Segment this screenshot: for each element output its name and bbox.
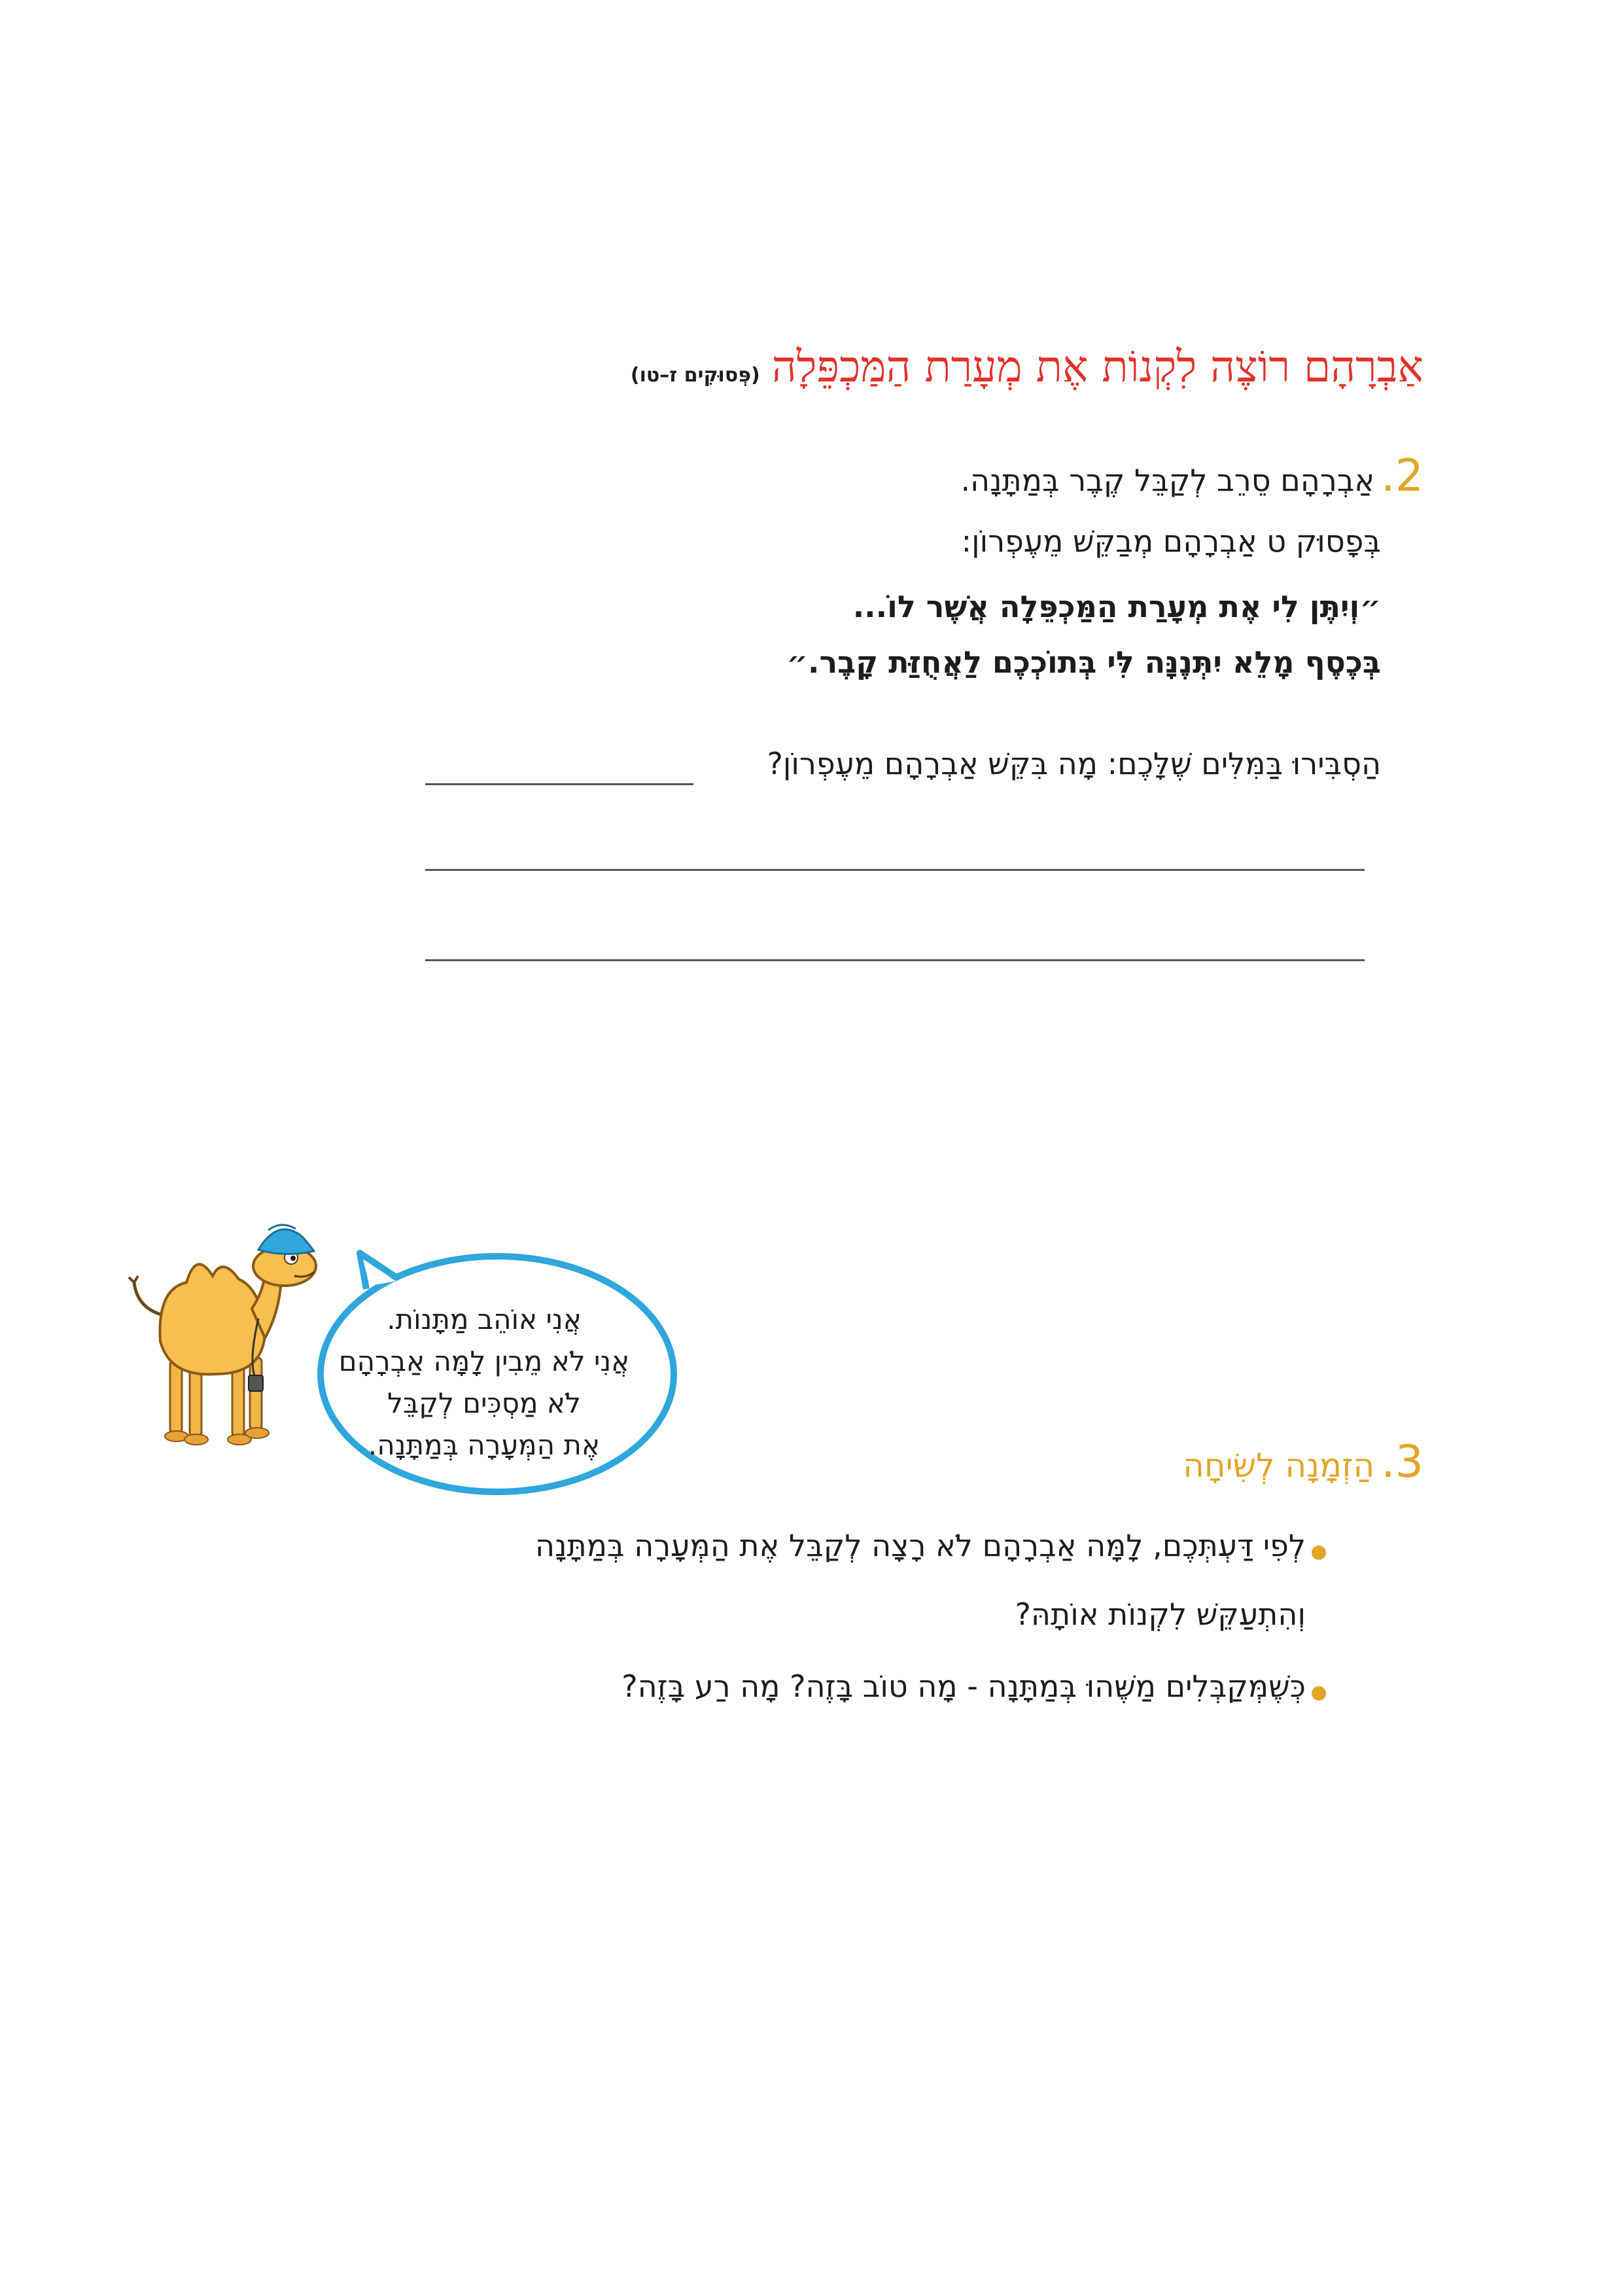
question-2-number: 2.: [1381, 450, 1423, 502]
question-2-heading: אַבְרָהָם סֵרֵב לְקַבֵּל קֶבֶר בְּמַתָּנָה.: [960, 463, 1375, 498]
answer-line-2[interactable]: [425, 869, 1365, 871]
answer-line-1[interactable]: [425, 783, 693, 785]
question-3-heading-row: [1183, 1436, 1423, 1495]
speech-line-4: אֶת הַמְּעָרָה בְּמַתָּנָה.: [368, 1429, 601, 1461]
bullet-2-icon: [1312, 1686, 1326, 1701]
verse-quote-line-2: בְּכֶסֶף מָלֵא יִתְּנֶנָּה לִּי בְּתוֹכְכֶם לַאֲחֻזַּת קָבֶר.״: [786, 645, 1381, 680]
section-title-row: [351, 342, 1423, 420]
question-2-prompt: הַסְבִּירוּ בַּמִּלִּים שֶׁלָּכֶם: מָה בִּקֵּשׁ אַבְרָהָם מֵעֶפְרוֹן?: [767, 746, 1381, 781]
section-title: אַבְרָהָם רוֹצֶה לִקְנוֹת אֶת מְעָרַת הַמַּכְפֵּלָה: [771, 342, 1423, 392]
verse-quote-line-1: ״וְיִתֶּן לִי אֶת מְעָרַת הַמַּכְפֵּלָה אֲשֶׁר לוֹ...: [852, 589, 1381, 624]
question-3-heading: הַזְמָנָה לְשִׂיחָה: [1183, 1447, 1375, 1485]
section-subtitle: (פְּסוּקִים ז–טו): [630, 364, 760, 387]
discussion-question-1-line-2: וְהִתְעַקֵּשׁ לִקְנוֹת אוֹתָהּ?: [1015, 1597, 1306, 1632]
question-2-intro: בְּפָסוּק ט אַבְרָהָם מְבַקֵּשׁ מֵעֶפְרוֹן:: [961, 523, 1381, 559]
bullet-1-icon: [1312, 1545, 1326, 1560]
answer-line-3[interactable]: [425, 959, 1365, 961]
camel-illustration: [124, 1210, 327, 1459]
speech-bubble-text: [321, 1299, 648, 1466]
discussion-question-2: כְּשֶׁמְּקַבְּלִים מַשֶּׁהוּ בְּמַתָּנָה - מָה טוֹב בָּזֶה? מָה רַע בָּזֶה?: [621, 1669, 1306, 1704]
speech-line-3: לֹא מַסְכִּים לְקַבֵּל: [387, 1387, 581, 1419]
speech-line-2: אֲנִי לֹא מֵבִין לָמָּה אַבְרָהָם: [338, 1345, 630, 1377]
speech-line-1: אֲנִי אוֹהֵב מַתָּנוֹת.: [387, 1303, 582, 1335]
question-3-number: 3.: [1381, 1436, 1423, 1488]
discussion-question-1-line-1: לְפִי דַּעְתְּכֶם, לָמָּה אַבְרָהָם לֹא רָצָה לְקַבֵּל אֶת הַמְּעָרָה בְּמַתָּנָה: [535, 1528, 1306, 1563]
question-2-heading-row: [960, 450, 1423, 509]
